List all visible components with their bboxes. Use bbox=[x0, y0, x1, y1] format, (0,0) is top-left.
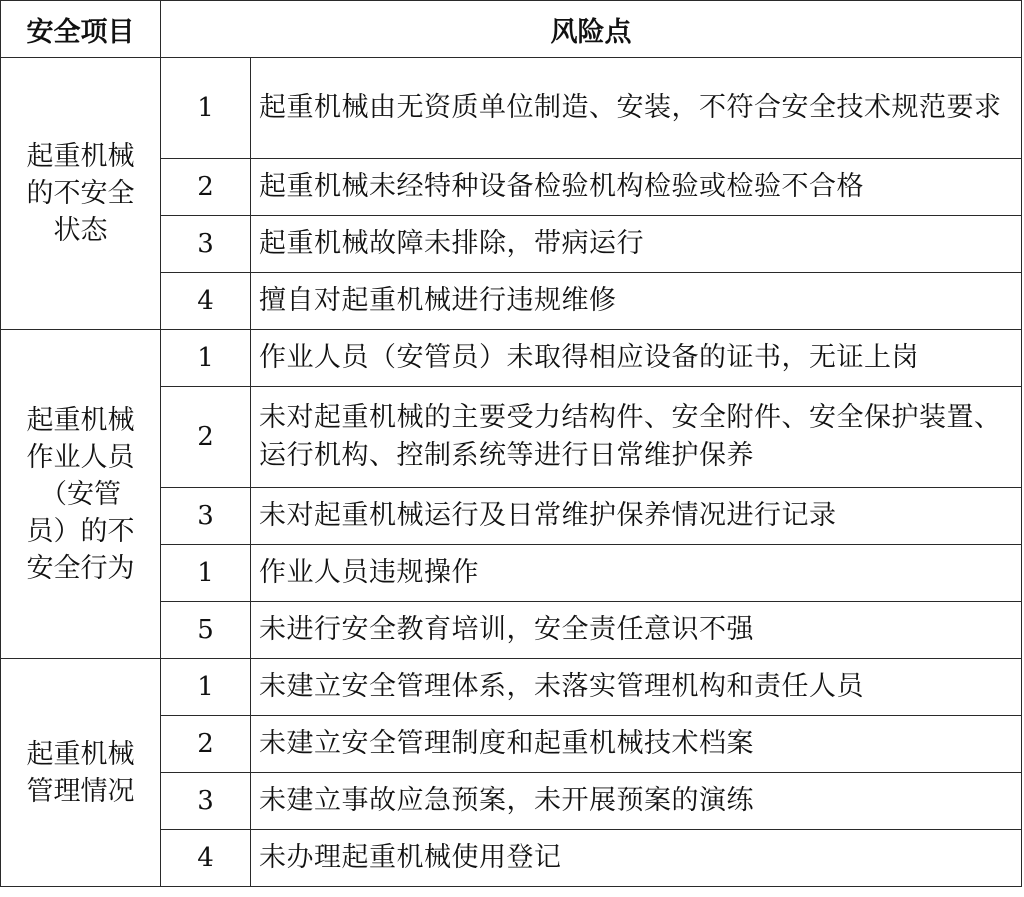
risk-text: 未建立安全管理体系，未落实管理机构和责任人员 bbox=[251, 659, 1022, 716]
row-number: 1 bbox=[161, 659, 251, 716]
row-number: 4 bbox=[161, 273, 251, 330]
risk-text: 未对起重机械的主要受力结构件、安全附件、安全保护装置、运行机构、控制系统等进行日常维护保养 bbox=[251, 387, 1022, 488]
row-number: 3 bbox=[161, 216, 251, 273]
risk-text: 起重机械故障未排除，带病运行 bbox=[251, 216, 1022, 273]
category-label: 起重机械的不安全状态 bbox=[26, 141, 135, 246]
row-number: 1 bbox=[161, 58, 251, 159]
risk-text: 未进行安全教育培训，安全责任意识不强 bbox=[251, 602, 1022, 659]
table-row bbox=[1, 58, 1022, 159]
header-risk: 风险点 bbox=[161, 1, 1022, 58]
risk-text: 未对起重机械运行及日常维护保养情况进行记录 bbox=[251, 488, 1022, 545]
row-number: 3 bbox=[161, 773, 251, 830]
header-category: 安全项目 bbox=[1, 1, 161, 58]
row-number: 4 bbox=[161, 830, 251, 887]
row-number: 1 bbox=[161, 545, 251, 602]
risk-text: 作业人员（安管员）未取得相应设备的证书，无证上岗 bbox=[251, 330, 1022, 387]
risk-text: 起重机械由无资质单位制造、安装，不符合安全技术规范要求 bbox=[251, 58, 1022, 159]
category-label: 起重机械管理情况 bbox=[26, 738, 135, 807]
row-number: 3 bbox=[161, 488, 251, 545]
row-number: 2 bbox=[161, 387, 251, 488]
table-row bbox=[1, 330, 1022, 387]
category-cell bbox=[1, 659, 161, 887]
row-number: 1 bbox=[161, 330, 251, 387]
row-number: 2 bbox=[161, 716, 251, 773]
risk-text: 未办理起重机械使用登记 bbox=[251, 830, 1022, 887]
risk-text: 擅自对起重机械进行违规维修 bbox=[251, 273, 1022, 330]
category-cell bbox=[1, 330, 161, 659]
risk-text: 起重机械未经特种设备检验机构检验或检验不合格 bbox=[251, 159, 1022, 216]
risk-text: 作业人员违规操作 bbox=[251, 545, 1022, 602]
category-cell bbox=[1, 58, 161, 330]
category-label: 起重机械作业人员（安管员）的不安全行为 bbox=[26, 404, 135, 584]
table-row bbox=[1, 659, 1022, 716]
row-number: 2 bbox=[161, 159, 251, 216]
header-row bbox=[1, 1, 1022, 58]
risk-text: 未建立事故应急预案，未开展预案的演练 bbox=[251, 773, 1022, 830]
risk-text: 未建立安全管理制度和起重机械技术档案 bbox=[251, 716, 1022, 773]
row-number: 5 bbox=[161, 602, 251, 659]
